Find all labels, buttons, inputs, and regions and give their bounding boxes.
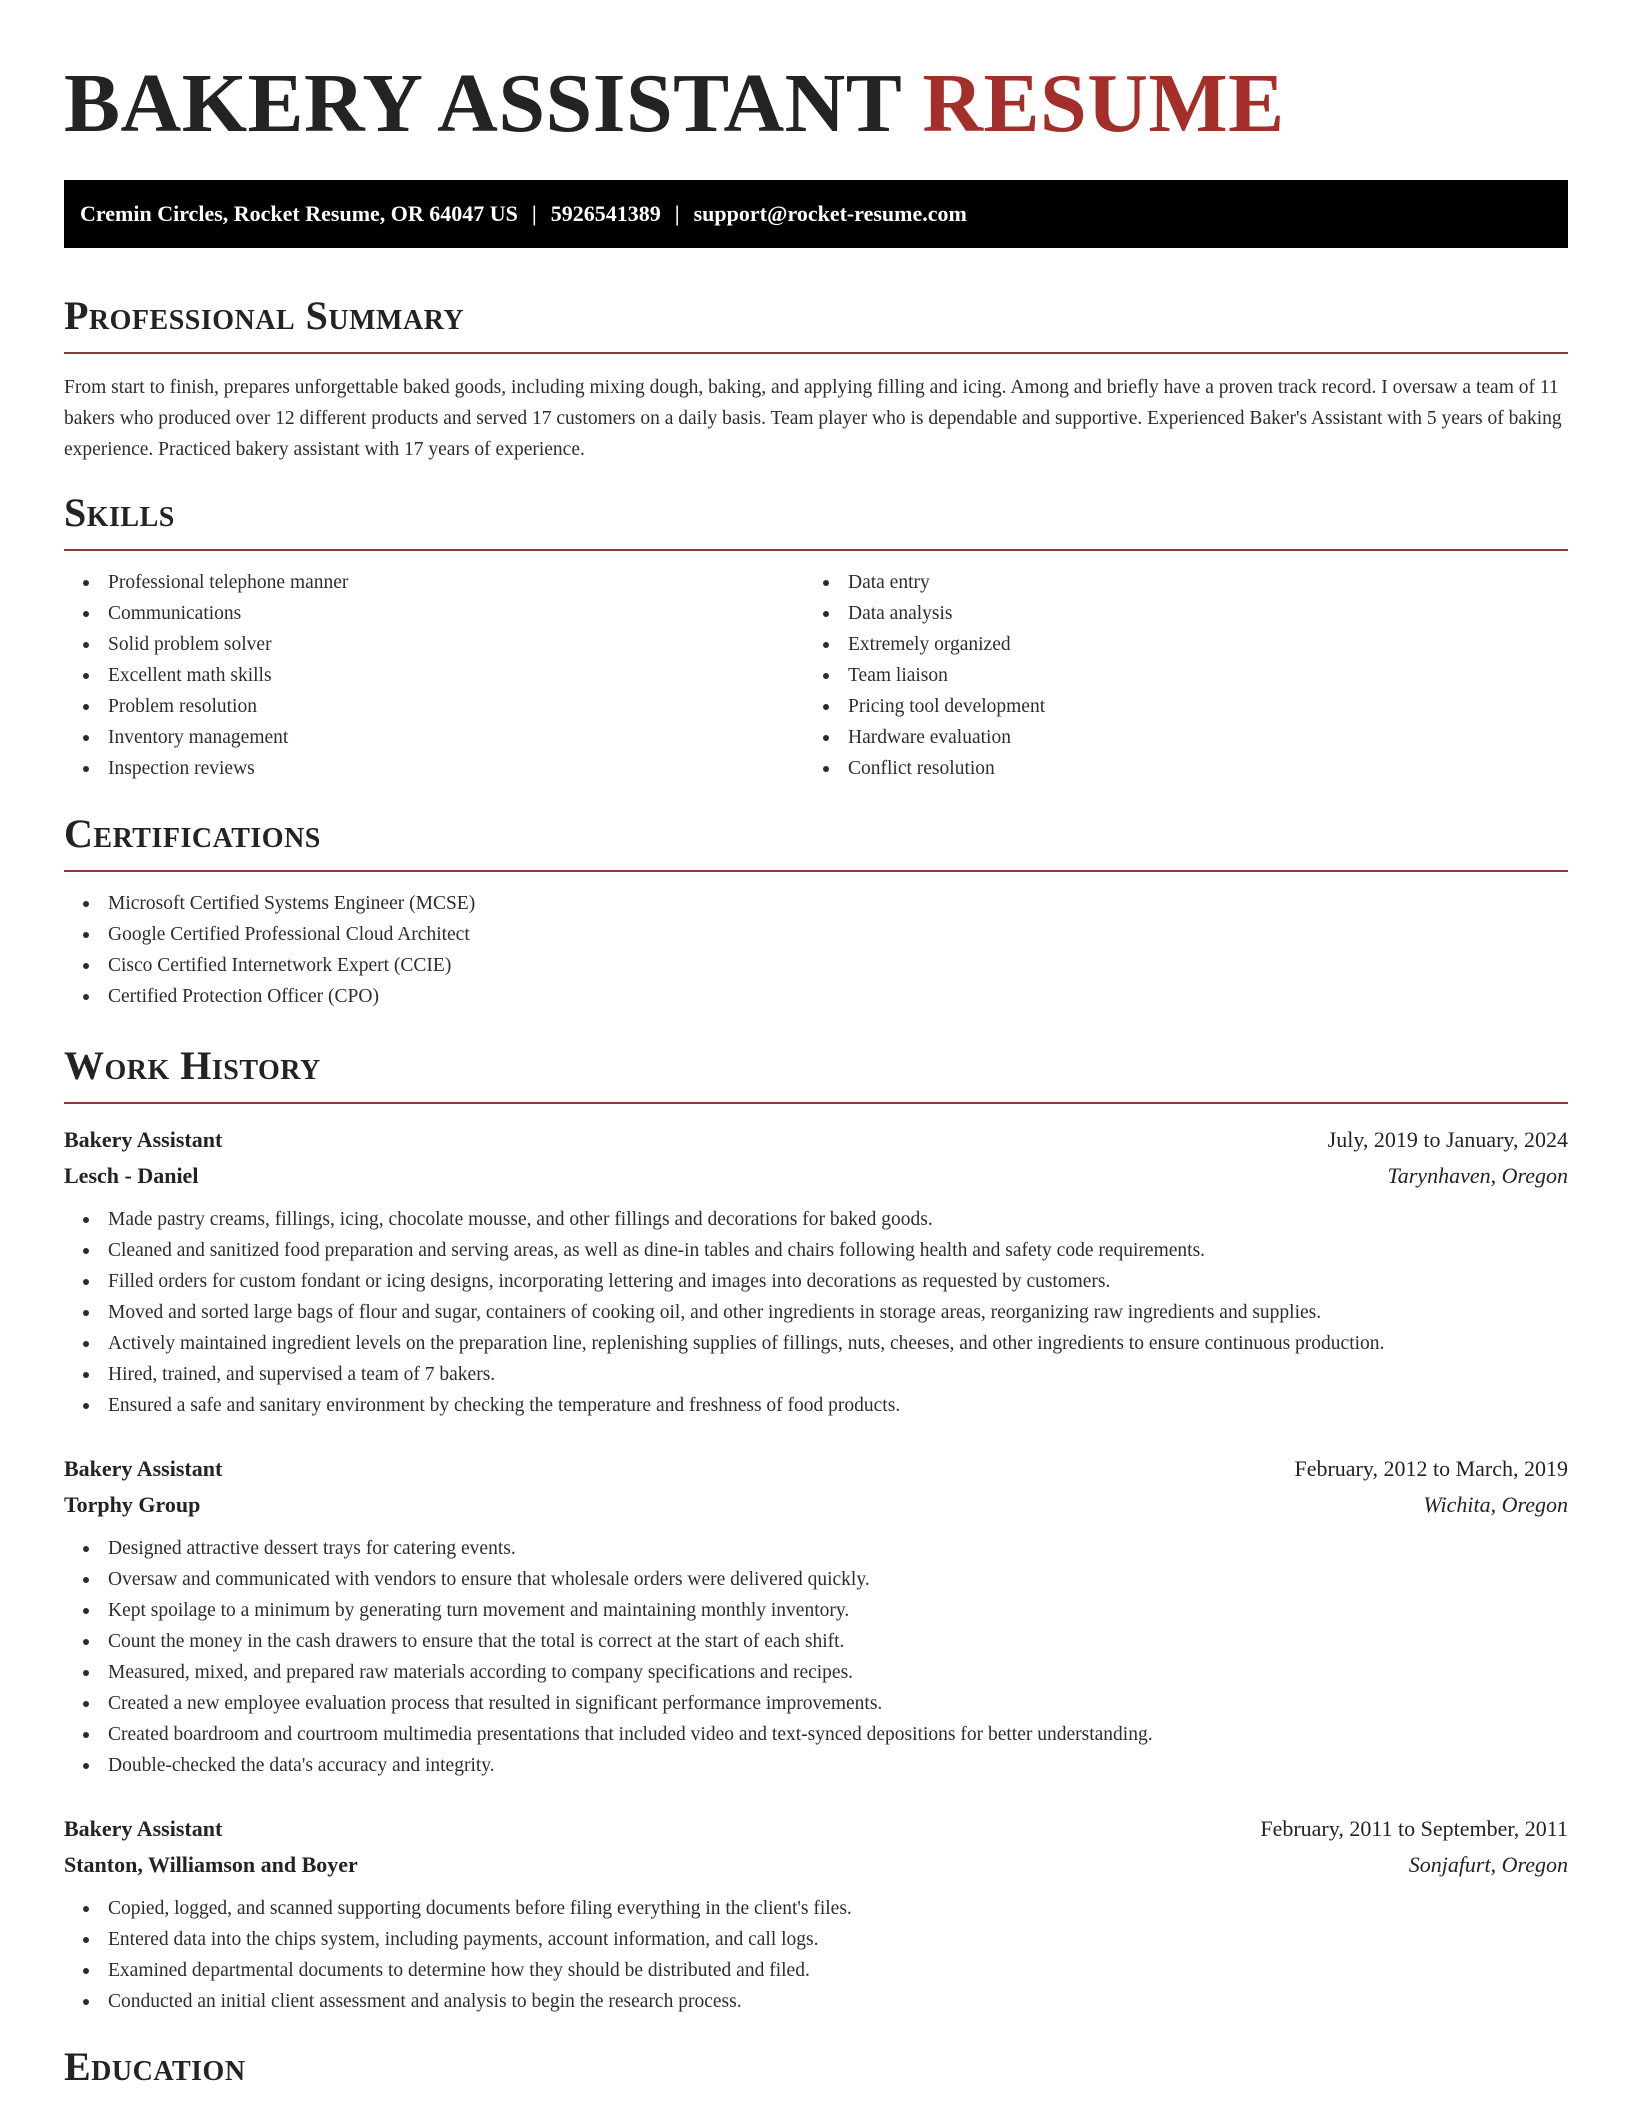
list-item: Solid problem solver <box>64 629 804 660</box>
list-item: Professional telephone manner <box>64 567 804 598</box>
job-dates: February, 2012 to March, 2019 <box>1294 1456 1568 1481</box>
list-item: Extremely organized <box>804 629 1544 660</box>
list-item: Examined departmental documents to determine how they should be distributed and filed. <box>64 1955 1568 1986</box>
summary-section <box>64 292 1568 465</box>
list-item: Excellent math skills <box>64 660 804 691</box>
skills-list-right <box>804 567 1544 784</box>
contact-bar <box>64 180 1568 248</box>
list-item: Designed attractive dessert trays for catering events. <box>64 1533 1568 1564</box>
contact-phone[interactable]: 5926541389 <box>550 201 661 226</box>
list-item: Conducted an initial client assessment and analysis to begin the research process. <box>64 1986 1568 2017</box>
list-item: Communications <box>64 598 804 629</box>
list-item: Count the money in the cash drawers to ensure that the total is correct at the start of each shift. <box>64 1626 1568 1657</box>
contact-email[interactable]: support@rocket-resume.com <box>693 201 967 226</box>
list-item: Kept spoilage to a minimum by generating turn movement and maintaining monthly inventory. <box>64 1595 1568 1626</box>
job-company-row <box>64 1158 1568 1194</box>
list-item: Inventory management <box>64 722 804 753</box>
list-item: Made pastry creams, fillings, icing, chocolate mousse, and other fillings and decorations for baked goods. <box>64 1204 1568 1235</box>
job-title: Bakery Assistant <box>64 1816 223 1841</box>
list-item: Microsoft Certified Systems Engineer (MCSE) <box>64 888 1568 919</box>
skills-grid <box>64 567 1568 784</box>
list-item: Actively maintained ingredient levels on the preparation line, replenishing supplies of fillings, nuts, cheeses, and other ingredients to ensure continuous production. <box>64 1328 1568 1359</box>
list-item: Data entry <box>804 567 1544 598</box>
section-divider <box>64 352 1568 354</box>
skills-section <box>64 489 1568 784</box>
job-dates: July, 2019 to January, 2024 <box>1327 1127 1568 1152</box>
list-item: Filled orders for custom fondant or icing designs, incorporating lettering and images into decorations as requested by customers. <box>64 1266 1568 1297</box>
list-item: Conflict resolution <box>804 753 1544 784</box>
job-company: Lesch - Daniel <box>64 1163 199 1188</box>
summary-text: From start to finish, prepares unforgettable baked goods, including mixing dough, baking, and applying filling and icing. Among and briefly have a proven track record. I oversaw a team of 11 bakers who produced over 12 different products and served 17 customers on a daily basis. Team player who is dependable and supportive. Experienced Baker's Assistant with 5 years of baking experience. Practiced bakery assistant with 17 years of experience. <box>64 377 1562 460</box>
list-item: Team liaison <box>804 660 1544 691</box>
skills-list-left <box>64 567 804 784</box>
contact-separator: | <box>674 201 680 226</box>
list-item: Created a new employee evaluation process that resulted in significant performance improvements. <box>64 1688 1568 1719</box>
section-divider <box>64 1102 1568 1104</box>
title-main: BAKERY ASSISTANT <box>64 57 901 150</box>
list-item: Oversaw and communicated with vendors to ensure that wholesale orders were delivered quickly. <box>64 1564 1568 1595</box>
list-item: Ensured a safe and sanitary environment by checking the temperature and freshness of food products. <box>64 1390 1568 1421</box>
job-title: Bakery Assistant <box>64 1127 223 1152</box>
certifications-list <box>64 888 1568 1012</box>
list-item: Data analysis <box>804 598 1544 629</box>
section-heading-summary: Professional Summary <box>64 293 465 338</box>
job-header-row <box>64 1451 1568 1487</box>
list-item: Cisco Certified Internetwork Expert (CCIE) <box>64 950 1568 981</box>
list-item: Moved and sorted large bags of flour and sugar, containers of cooking oil, and other ingredients in storage areas, reorganizing raw ingredients and supplies. <box>64 1297 1568 1328</box>
contact-address: Cremin Circles, Rocket Resume, OR 64047 US <box>80 201 518 226</box>
job-entry <box>64 1122 1568 1421</box>
section-heading-skills: Skills <box>64 490 175 535</box>
job-company: Stanton, Williamson and Boyer <box>64 1852 358 1877</box>
section-heading-work-history: Work History <box>64 1043 321 1088</box>
job-duties-list <box>64 1533 1568 1781</box>
list-item: Hardware evaluation <box>804 722 1544 753</box>
job-dates: February, 2011 to September, 2011 <box>1260 1816 1568 1841</box>
list-item: Certified Protection Officer (CPO) <box>64 981 1568 1012</box>
list-item: Inspection reviews <box>64 753 804 784</box>
list-item: Hired, trained, and supervised a team of 7 bakers. <box>64 1359 1568 1390</box>
job-duties-list <box>64 1204 1568 1421</box>
list-item: Problem resolution <box>64 691 804 722</box>
job-title: Bakery Assistant <box>64 1456 223 1481</box>
work-history-section <box>64 1042 1568 2017</box>
list-item: Double-checked the data's accuracy and integrity. <box>64 1750 1568 1781</box>
list-item: Measured, mixed, and prepared raw materials according to company specifications and recipes. <box>64 1657 1568 1688</box>
education-section <box>64 2043 1568 2091</box>
contact-separator: | <box>531 201 537 226</box>
job-company-row <box>64 1487 1568 1523</box>
title-accent: RESUME <box>922 57 1285 150</box>
list-item: Copied, logged, and scanned supporting documents before filing everything in the client's files. <box>64 1893 1568 1924</box>
section-heading-certifications: Certifications <box>64 811 321 856</box>
certifications-section <box>64 810 1568 1012</box>
list-item: Cleaned and sanitized food preparation and serving areas, as well as dine-in tables and chairs following health and safety code requirements. <box>64 1235 1568 1266</box>
list-item: Created boardroom and courtroom multimedia presentations that included video and text-synced depositions for better understanding. <box>64 1719 1568 1750</box>
resume-title <box>64 0 1568 152</box>
section-heading-education: Education <box>64 2044 246 2089</box>
list-item: Pricing tool development <box>804 691 1544 722</box>
list-item: Google Certified Professional Cloud Architect <box>64 919 1568 950</box>
job-location: Tarynhaven, Oregon <box>1387 1163 1568 1188</box>
job-entry <box>64 1451 1568 1781</box>
job-company-row <box>64 1847 1568 1883</box>
resume-page <box>64 0 1568 2091</box>
job-company: Torphy Group <box>64 1492 201 1517</box>
list-item: Entered data into the chips system, including payments, account information, and call logs. <box>64 1924 1568 1955</box>
job-location: Wichita, Oregon <box>1423 1492 1568 1517</box>
section-divider <box>64 870 1568 872</box>
section-divider <box>64 549 1568 551</box>
job-header-row <box>64 1811 1568 1847</box>
job-location: Sonjafurt, Oregon <box>1408 1852 1568 1877</box>
job-header-row <box>64 1122 1568 1158</box>
job-entry <box>64 1811 1568 2017</box>
job-duties-list <box>64 1893 1568 2017</box>
